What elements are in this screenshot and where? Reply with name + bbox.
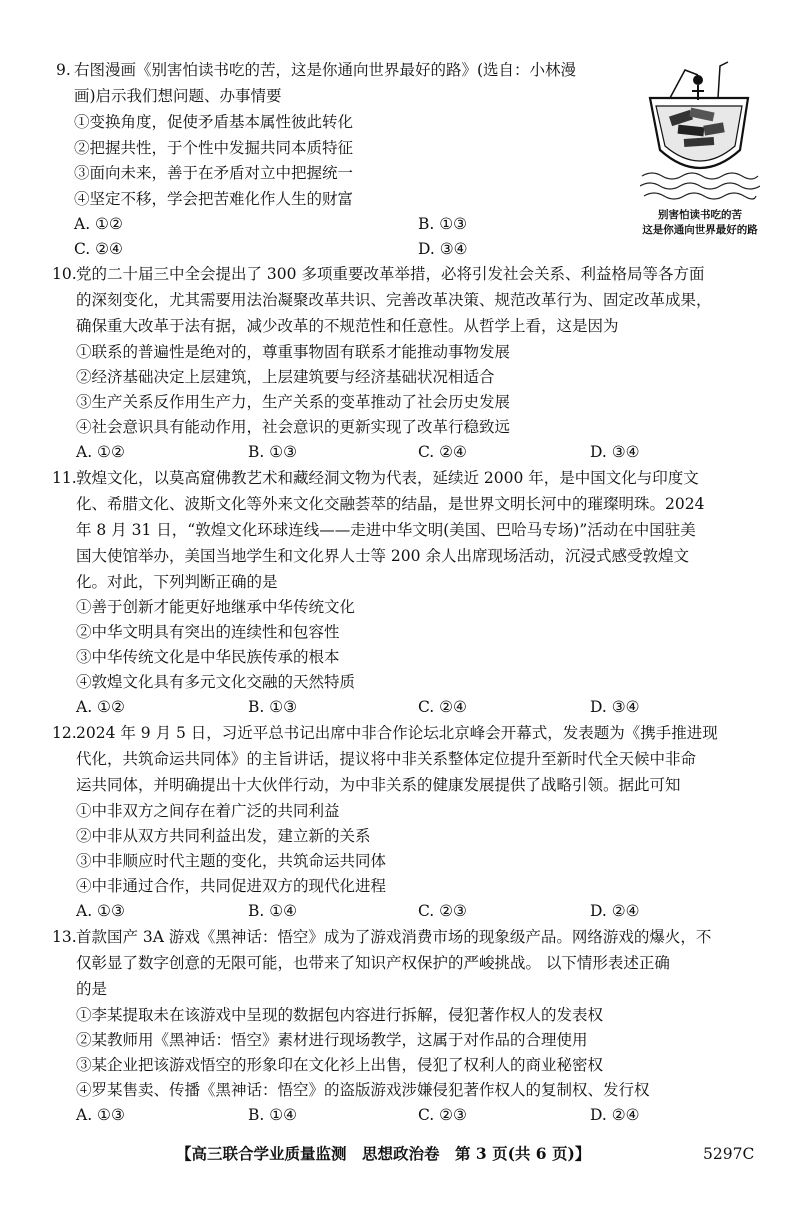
question-stem-line: 仅彰显了数字创意的无限可能，也带来了知识产权保护的严峻挑战。 以下情形表述正确 [76,954,670,972]
question-stem-line: 的深刻变化，尤其需要用法治凝聚改革共识、完善改革决策、规范改革行为、固定改革成果， [76,291,712,309]
answer-choice-b[interactable]: B. ①③ [248,443,298,461]
answer-choice-c[interactable]: C. ②④ [418,443,467,461]
answer-choice-c[interactable]: C. ②④ [418,698,467,716]
answer-choice-c[interactable]: C. ②③ [418,902,467,920]
option-statement: ④坚定不移，学会把苦难化作人生的财富 [74,190,354,208]
question-stem-line: 敦煌文化，以莫高窟佛教艺术和藏经洞文物为代表，延续近 2000 年，是中国文化与印度文 [76,469,699,487]
question-stem-line: 首款国产 3A 游戏《黑神话：悟空》成为了游戏消费市场的现象级产品。网络游戏的爆火，不 [76,928,712,946]
question-stem-line: 确保重大改革于法有据，减少改革的不规范性和任意性。从哲学上看，这是因为 [76,317,619,335]
question-stem-line: 的是 [76,980,108,998]
option-statement: ①善于创新才能更好地继承中华传统文化 [76,598,356,616]
option-statement: ②中华文明具有突出的连续性和包容性 [76,623,340,641]
answer-choice-d[interactable]: D. ③④ [590,698,640,716]
option-statement: ③某企业把该游戏悟空的形象印在文化衫上出售，侵犯了权利人的商业秘密权 [76,1056,604,1074]
question-stem-line: 化、希腊文化、波斯文化等外来文化交融荟萃的结晶，是世界文明长河中的璀璨明珠。2024 [76,495,705,513]
question-stem-line: 运共同体，并明确提出十大伙伴行动，为中非关系的健康发展提供了战略引领。据此可知 [76,776,681,794]
answer-choice-c[interactable]: C. ②③ [418,1106,467,1124]
option-statement: ③生产关系反作用生产力，生产关系的变革推动了社会历史发展 [76,393,511,411]
option-statement: ③面向未来，善于在矛盾对立中把握统一 [74,164,354,182]
question-number: 9. [56,61,71,79]
answer-choice-a[interactable]: A. ①③ [76,1106,125,1124]
cartoon-caption: 这是你通向世界最好的路 [642,224,758,236]
option-statement: ②中非从双方共同利益出发，建立新的关系 [76,827,371,845]
question-stem-line: 代化，共筑命运共同体》的主旨讲话，提议将中非关系整体定位提升至新时代全天候中非命 [76,750,697,768]
answer-choice-a[interactable]: A. ①② [74,215,123,233]
option-statement: ①李某提取未在该游戏中呈现的数据包内容进行拆解，侵犯著作权人的发表权 [76,1006,604,1024]
answer-choice-a[interactable]: A. ①③ [76,902,125,920]
answer-choice-b[interactable]: B. ①④ [248,1106,298,1124]
question-stem-line: 化。对此，下列判断正确的是 [76,573,278,591]
option-statement: ②把握共性，于个性中发掘共同本质特征 [74,139,354,157]
option-statement: ④社会意识具有能动作用，社会意识的更新实现了改革行稳致远 [76,418,511,436]
option-statement: ③中华传统文化是中华民族传承的根本 [76,648,340,666]
option-statement: ①联系的普遍性是绝对的，尊重事物固有联系才能推动事物发展 [76,343,511,361]
option-statement: ①中非双方之间存在着广泛的共同利益 [76,802,340,820]
answer-choice-b[interactable]: B. ①③ [248,698,298,716]
option-statement: ③中非顺应时代主题的变化，共筑命运共同体 [76,852,387,870]
page-footer [0,1142,800,1166]
option-statement: ②经济基础决定上层建筑，上层建筑要与经济基础状况相适合 [76,368,495,386]
answer-choice-c[interactable]: C. ②④ [74,240,123,258]
footer-code: 5297C [703,1145,755,1163]
answer-choice-d[interactable]: D. ②④ [590,902,640,920]
question-number: 13. [52,928,77,946]
question-stem-line: 年 8 月 31 日，“敦煌文化环球连线——走进中华文明(美国、巴哈马专场)”活动在中国驻美 [76,521,696,539]
question-number: 10. [52,265,77,283]
boat-of-books-icon [640,58,760,238]
option-statement: ④中非通过合作，共同促进双方的现代化进程 [76,877,387,895]
question-stem-line: 2024 年 9 月 5 日，习近平总书记出席中非合作论坛北京峰会开幕式，发表题为《携手推进现 [76,724,718,742]
option-statement: ④罗某售卖、传播《黑神话：悟空》的盗版游戏涉嫌侵犯著作权人的复制权、发行权 [76,1081,650,1099]
answer-choice-a[interactable]: A. ①② [76,698,125,716]
option-statement: ②某教师用《黑神话：悟空》素材进行现场教学，这属于对作品的合理使用 [76,1031,588,1049]
question-stem-line: 党的二十届三中全会提出了 300 多项重要改革举措，必将引发社会关系、利益格局等各方面 [76,265,705,283]
cartoon-illustration [640,58,760,238]
answer-choice-a[interactable]: A. ①② [76,443,125,461]
footer-title: 【高三联合学业质量监测 思想政治卷 第 3 页(共 6 页)】 [176,1144,591,1163]
answer-choice-b[interactable]: B. ①③ [418,215,468,233]
answer-choice-d[interactable]: D. ③④ [590,443,640,461]
question-number: 12. [52,724,77,742]
option-statement: ①变换角度，促使矛盾基本属性彼此转化 [74,113,354,131]
question-stem-line: 国大使馆举办，美国当地学生和文化界人士等 200 余人出席现场活动，沉浸式感受敦煌文 [76,547,689,565]
answer-choice-d[interactable]: D. ③④ [418,240,468,258]
question-stem-line: 画)启示我们想问题、办事情要 [74,87,282,105]
option-statement: ④敦煌文化具有多元文化交融的天然特质 [76,673,356,691]
answer-choice-d[interactable]: D. ②④ [590,1106,640,1124]
cartoon-caption: 别害怕读书吃的苦 [658,209,742,221]
question-number: 11. [52,469,77,487]
question-stem-line: 右图漫画《别害怕读书吃的苦，这是你通向世界最好的路》(选自：小林漫 [74,61,577,79]
answer-choice-b[interactable]: B. ①④ [248,902,298,920]
